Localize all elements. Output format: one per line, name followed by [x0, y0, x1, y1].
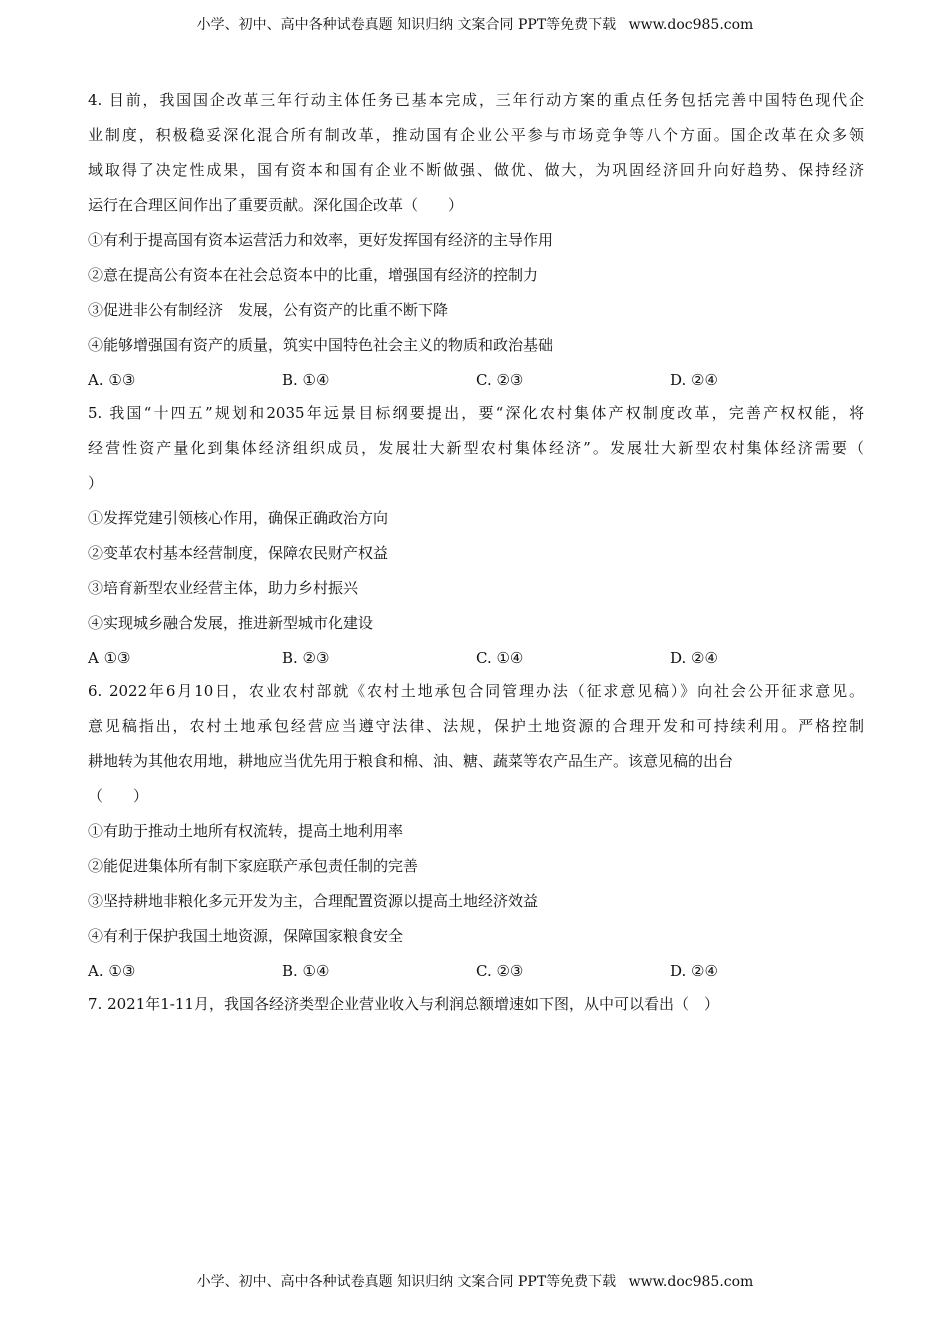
- q4-stem-line-4: 运行在合理区间作出了重要贡献。深化国企改革（ ）: [88, 196, 464, 214]
- q5-option-d[interactable]: D. ②④: [670, 649, 718, 667]
- question-content: [88, 86, 864, 1025]
- page-header: [0, 14, 950, 34]
- q4-stem-line-2: 业制度，积极稳妥深化混合所有制改革，推动国有企业公平参与市场竞争等八个方面。国企改革在众多领: [88, 126, 864, 144]
- q4-statement-4: ④能够增强国有资产的质量，筑实中国特色社会主义的物质和政治基础: [88, 336, 554, 354]
- q5-statement-3: ③培育新型农业经营主体，助力乡村振兴: [88, 579, 359, 597]
- q6-stem-line-2: 意见稿指出，农村土地承包经营应当遵守法律、法规，保护土地资源的合理开发和可持续利用。严格控制: [88, 717, 864, 735]
- q7-stem-line-1: 7. 2021年1-11月，我国各经济类型企业营业收入与利润总额增速如下图，从中可以看出（ ）: [88, 995, 719, 1013]
- q6-stem-line-4: （ ）: [88, 787, 149, 805]
- q5-stem-line-3: ）: [88, 474, 104, 492]
- q5-options: [88, 644, 864, 677]
- q4-option-d[interactable]: D. ②④: [670, 371, 718, 389]
- q4-statement-3: ③促进非公有制经济 发展，公有资产的比重不断下降: [88, 301, 449, 319]
- q5-statement-2: ②变革农村基本经营制度，保障农民财产权益: [88, 544, 389, 562]
- header-text: 小学、初中、高中各种试卷真题 知识归纳 文案合同 PPT等免费下载: [196, 17, 617, 33]
- header-url[interactable]: www.doc985.com: [628, 17, 754, 33]
- q4-option-c[interactable]: C. ②③: [476, 371, 524, 389]
- question-5: [88, 399, 864, 677]
- q6-statement-4: ④有利于保护我国土地资源，保障国家粮食安全: [88, 927, 404, 945]
- q4-option-a[interactable]: A. ①③: [88, 371, 136, 389]
- q6-stem-line-1: 6. 2022年6月10日，农业农村部就《农村土地承包合同管理办法（征求意见稿）》向社会公开征求意见。: [88, 682, 864, 700]
- q5-option-b[interactable]: B. ②③: [282, 649, 330, 667]
- footer-url[interactable]: www.doc985.com: [628, 1274, 754, 1290]
- question-7: [88, 990, 864, 1025]
- q4-statement-1: ①有利于提高国有资本运营活力和效率，更好发挥国有经济的主导作用: [88, 231, 554, 249]
- q4-options: [88, 366, 864, 399]
- q6-stem-line-3: 耕地转为其他农用地，耕地应当优先用于粮食和棉、油、糖、蔬菜等农产品生产。该意见稿的出台: [88, 752, 734, 770]
- q6-option-c[interactable]: C. ②③: [476, 962, 524, 980]
- q5-statement-1: ①发挥党建引领核心作用，确保正确政治方向: [88, 509, 389, 527]
- q5-stem-line-1: 5. 我国“十四五”规划和2035年远景目标纲要提出，要“深化农村集体产权制度改革，完善产权权能，将: [88, 404, 864, 422]
- q6-option-a[interactable]: A. ①③: [88, 962, 136, 980]
- q6-statement-2: ②能促进集体所有制下家庭联产承包责任制的完善: [88, 857, 419, 875]
- page-footer: [0, 1271, 950, 1291]
- q4-stem-line-1: 4. 目前，我国国企改革三年行动主体任务已基本完成，三年行动方案的重点任务包括完善中国特色现代企: [88, 91, 864, 109]
- footer-text: 小学、初中、高中各种试卷真题 知识归纳 文案合同 PPT等免费下载: [196, 1274, 617, 1290]
- q6-option-d[interactable]: D. ②④: [670, 962, 718, 980]
- q5-option-c[interactable]: C. ①④: [476, 649, 524, 667]
- q5-statement-4: ④实现城乡融合发展，推进新型城市化建设: [88, 614, 374, 632]
- question-4: [88, 86, 864, 399]
- q5-option-a[interactable]: A ①③: [88, 649, 131, 667]
- q6-statement-1: ①有助于推动土地所有权流转，提高土地利用率: [88, 822, 404, 840]
- q6-statement-3: ③坚持耕地非粮化多元开发为主，合理配置资源以提高土地经济效益: [88, 892, 539, 910]
- q4-option-b[interactable]: B. ①④: [282, 371, 330, 389]
- q6-options: [88, 957, 864, 990]
- q4-statement-2: ②意在提高公有资本在社会总资本中的比重，增强国有经济的控制力: [88, 266, 539, 284]
- question-6: [88, 677, 864, 990]
- q5-stem-line-2: 经营性资产量化到集体经济组织成员，发展壮大新型农村集体经济”。发展壮大新型农村集体经济需要（: [88, 439, 864, 457]
- q6-option-b[interactable]: B. ①④: [282, 962, 330, 980]
- q4-stem-line-3: 域取得了决定性成果，国有资本和国有企业不断做强、做优、做大，为巩固经济回升向好趋势、保持经济: [88, 161, 864, 179]
